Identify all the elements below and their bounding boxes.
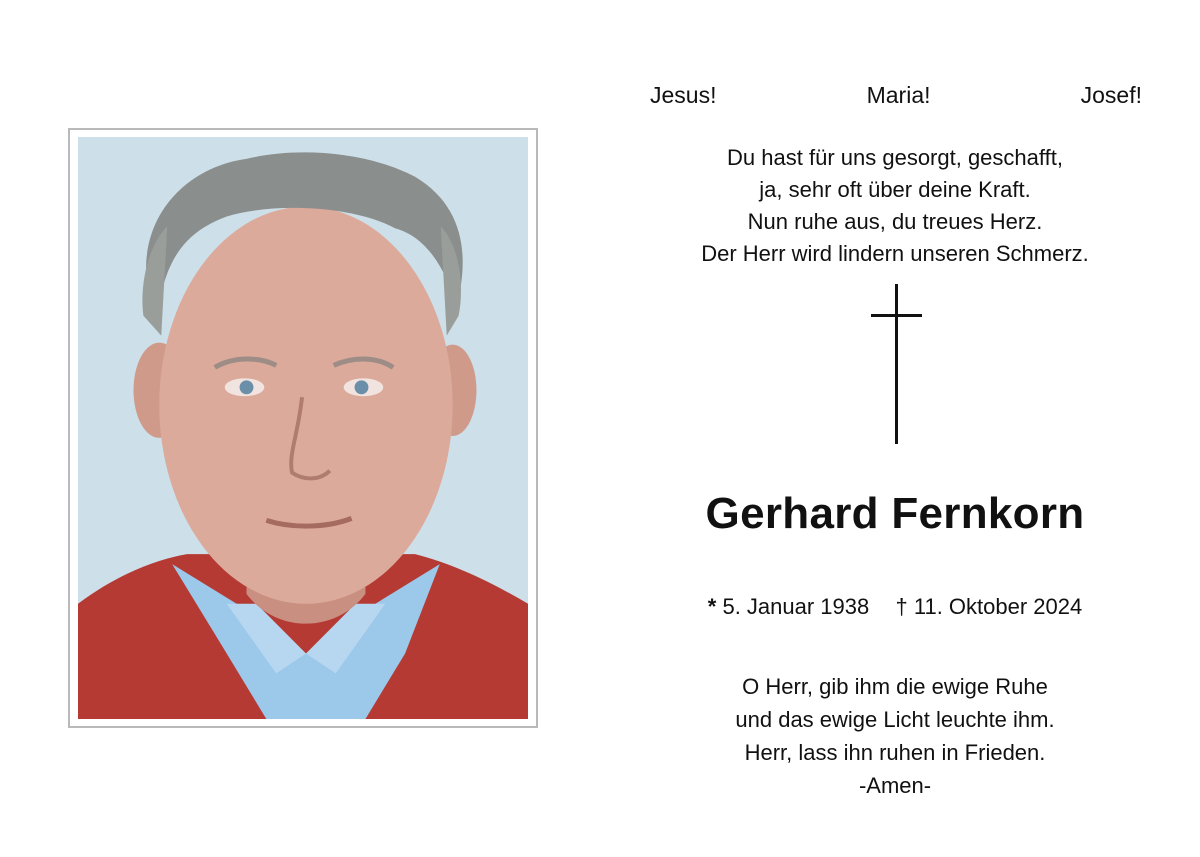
- memorial-verse: [640, 142, 1150, 270]
- invocation-line: [650, 80, 1142, 110]
- birth-symbol: *: [707, 594, 717, 619]
- prayer-line: Herr, lass ihn ruhen in Frieden.: [744, 740, 1046, 765]
- deceased-name: Gerhard Fernkorn: [705, 489, 1085, 538]
- death-symbol: †: [895, 594, 908, 619]
- invocation-josef: Josef!: [1080, 82, 1142, 108]
- closing-prayer: [640, 670, 1150, 802]
- life-dates: [640, 592, 1150, 622]
- invocation-jesus: Jesus!: [650, 82, 717, 108]
- birth-date: 5. Januar 1938: [722, 594, 870, 619]
- verse-line: Nun ruhe aus, du treues Herz.: [747, 209, 1043, 234]
- death-date: 11. Oktober 2024: [913, 594, 1083, 619]
- verse-line: Du hast für uns gesorgt, geschafft,: [727, 145, 1063, 170]
- prayer-line: -Amen-: [858, 773, 932, 798]
- portrait-frame: [68, 128, 538, 728]
- invocation-maria: Maria!: [866, 82, 931, 108]
- verse-line: ja, sehr oft über deine Kraft.: [759, 177, 1031, 202]
- verse-line: Der Herr wird lindern unseren Schmerz.: [701, 241, 1089, 266]
- text-column: [640, 0, 1150, 857]
- portrait-photo: [78, 137, 528, 719]
- prayer-line: und das ewige Licht leuchte ihm.: [735, 707, 1055, 732]
- portrait-illustration: [78, 137, 528, 719]
- cross-icon: [869, 284, 925, 444]
- prayer-line: O Herr, gib ihm die ewige Ruhe: [742, 674, 1048, 699]
